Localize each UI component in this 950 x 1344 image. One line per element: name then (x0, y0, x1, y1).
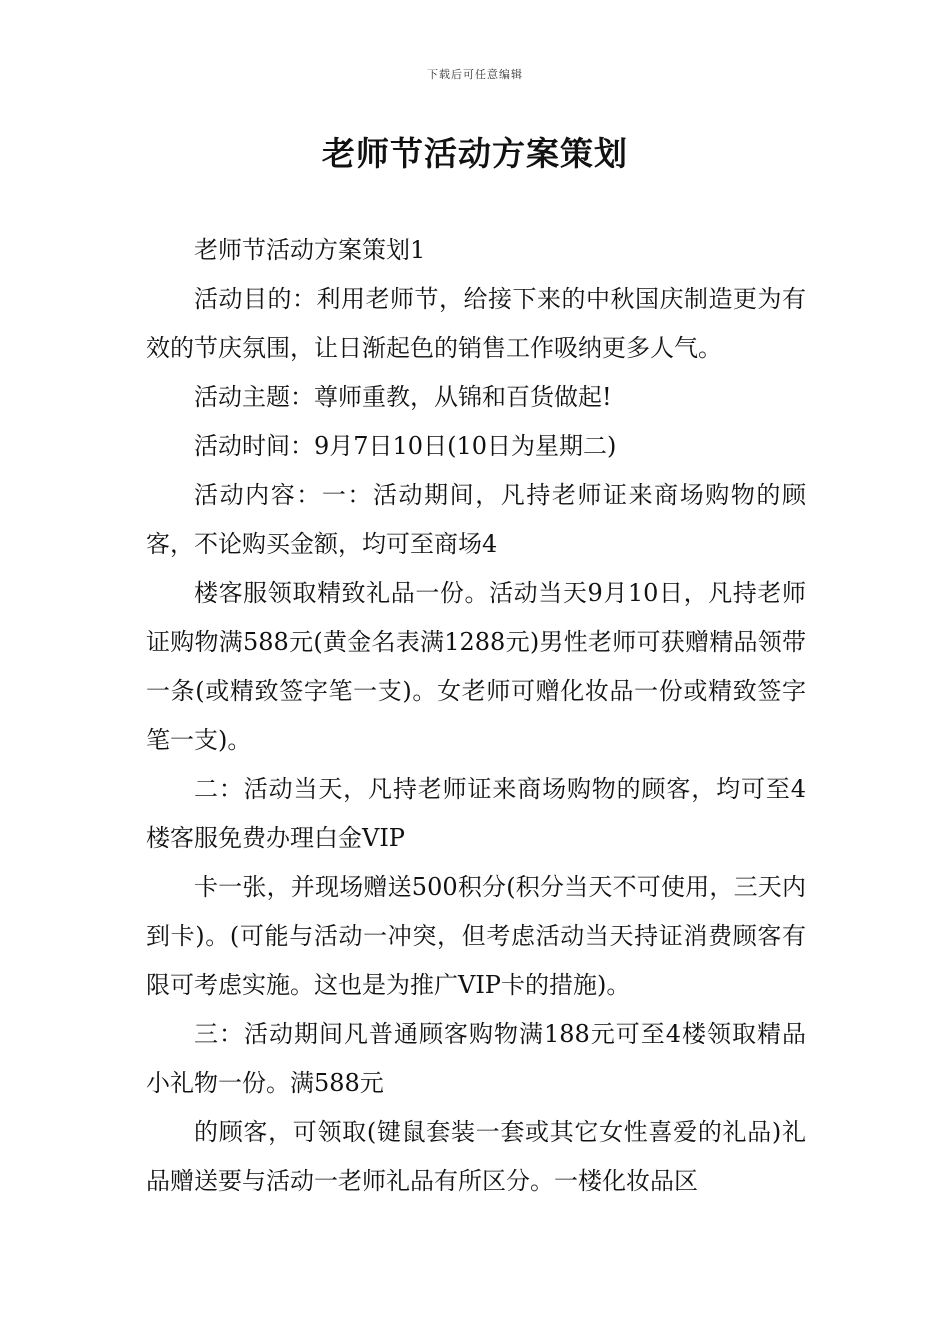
paragraph-content-2-detail: 卡一张，并现场赠送500积分(积分当天不可使用，三天内到卡)。(可能与活动一冲突，但考虑活动当天持证消费顾客有限可考虑实施。这也是为推广VIP卡的措施)。 (146, 873, 806, 999)
paragraph-content-1-detail: 楼客服领取精致礼品一份。活动当天9月10日，凡持老师证购物满588元(黄金名表满1288元)男性老师可获赠精品领带一条(或精致签字笔一支)。女老师可赠化妆品一份或精致签字笔一支)。 (146, 579, 806, 754)
paragraph-purpose: 活动目的：利用老师节，给接下来的中秋国庆制造更为有效的节庆氛围，让日渐起色的销售工作吸纳更多人气。 (146, 285, 806, 362)
document-body (146, 226, 806, 1206)
paragraph-content-3-detail: 的顾客，可领取(键鼠套装一套或其它女性喜爱的礼品)礼品赠送要与活动一老师礼品有所区分。一楼化妆品区 (146, 1118, 806, 1195)
paragraph-content-3: 三：活动期间凡普通顾客购物满188元可至4楼领取精品小礼物一份。满588元 (146, 1020, 806, 1097)
paragraph-content-1: 活动内容：一：活动期间，凡持老师证来商场购物的顾客，不论购买金额，均可至商场4 (146, 481, 806, 558)
document-title: 老师节活动方案策划 (322, 134, 628, 173)
paragraph-content-2: 二：活动当天，凡持老师证来商场购物的顾客，均可至4楼客服免费办理白金VIP (146, 775, 806, 852)
paragraph-theme: 活动主题：尊师重教，从锦和百货做起! (194, 383, 612, 411)
paragraph-time: 活动时间：9月7日10日(10日为星期二) (194, 432, 617, 460)
paragraph-subtitle: 老师节活动方案策划1 (194, 236, 426, 264)
header-note: 下载后可任意编辑 (427, 68, 523, 81)
